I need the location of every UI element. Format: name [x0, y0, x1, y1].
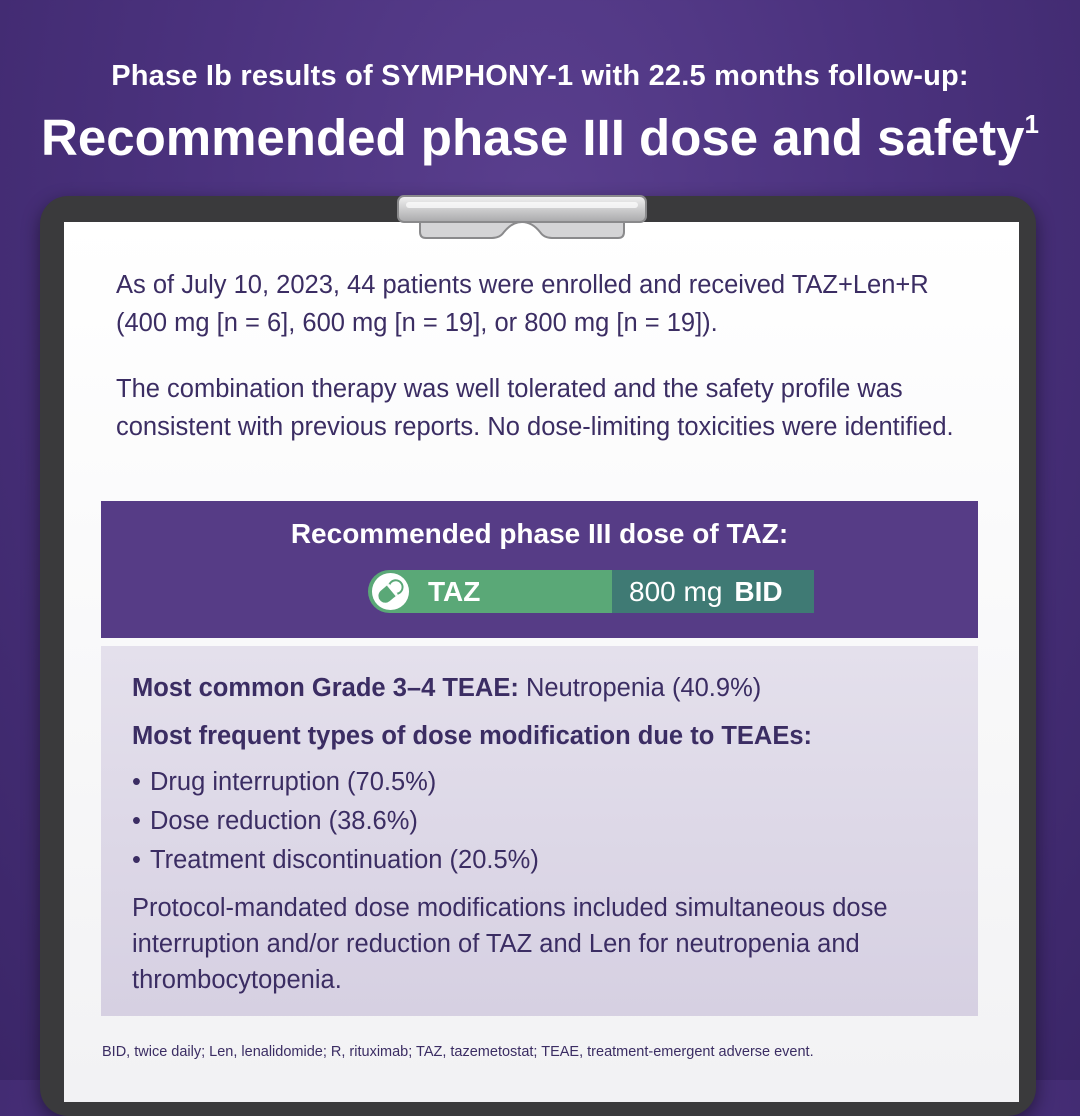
teae-label: Most common Grade 3–4 TEAE: [132, 674, 519, 702]
intro-enrollment: As of July 10, 2023, 44 patients were enrolled and received TAZ+Len+R (400 mg [n = 6], 600 mg [n = 19], or 800 mg [n = 19]). [116, 271, 929, 337]
safety-panel [101, 646, 978, 1016]
modification-heading: Most frequent types of dose modification due to TEAEs: [132, 722, 813, 750]
teae-line [132, 674, 761, 703]
list-item-text: Dose reduction (38.6%) [150, 807, 418, 835]
dose-frequency: BID [734, 575, 783, 607]
drug-badge [368, 570, 612, 613]
list-item-text: Drug interruption (70.5%) [150, 768, 437, 796]
list-item-text: Treatment discontinuation (20.5%) [150, 846, 539, 874]
drug-label: TAZ [428, 576, 481, 607]
pill-icon [371, 572, 410, 611]
modification-list [132, 763, 539, 880]
list-item: • Dose reduction (38.6%) [132, 807, 418, 835]
dose-panel-title: Recommended phase III dose of TAZ: [290, 518, 789, 549]
dose-value [612, 570, 814, 613]
dose-amount: 800 mg [629, 575, 723, 607]
list-item: • Treatment discontinuation (20.5%) [132, 846, 539, 874]
title-reference: 1 [1024, 109, 1039, 139]
abbreviations-footnote: BID, twice daily; Len, lenalidomide; R, rituximab; TAZ, tazemetostat; TEAE, treatment-emergent adverse event. [102, 1044, 814, 1060]
list-item: • Drug interruption (70.5%) [132, 768, 437, 796]
subtitle: Phase Ib results of SYMPHONY-1 with 22.5 months follow-up: [111, 60, 969, 92]
recommended-dose-panel [101, 501, 978, 638]
title-text: Recommended phase III dose and safety [41, 109, 1025, 166]
page-title [0, 108, 1080, 167]
protocol-note: Protocol-mandated dose modifications included simultaneous dose interruption and/or reduction of TAZ and Len for neutropenia and thrombocytopenia. [132, 894, 888, 994]
teae-value: Neutropenia (40.9%) [525, 674, 762, 702]
intro-tolerability: The combination therapy was well tolerated and the safety profile was consistent with previous reports. No dose-limiting toxicities were identified. [116, 375, 954, 441]
clipboard-clip-icon [396, 188, 648, 244]
dose-badge [368, 570, 814, 613]
